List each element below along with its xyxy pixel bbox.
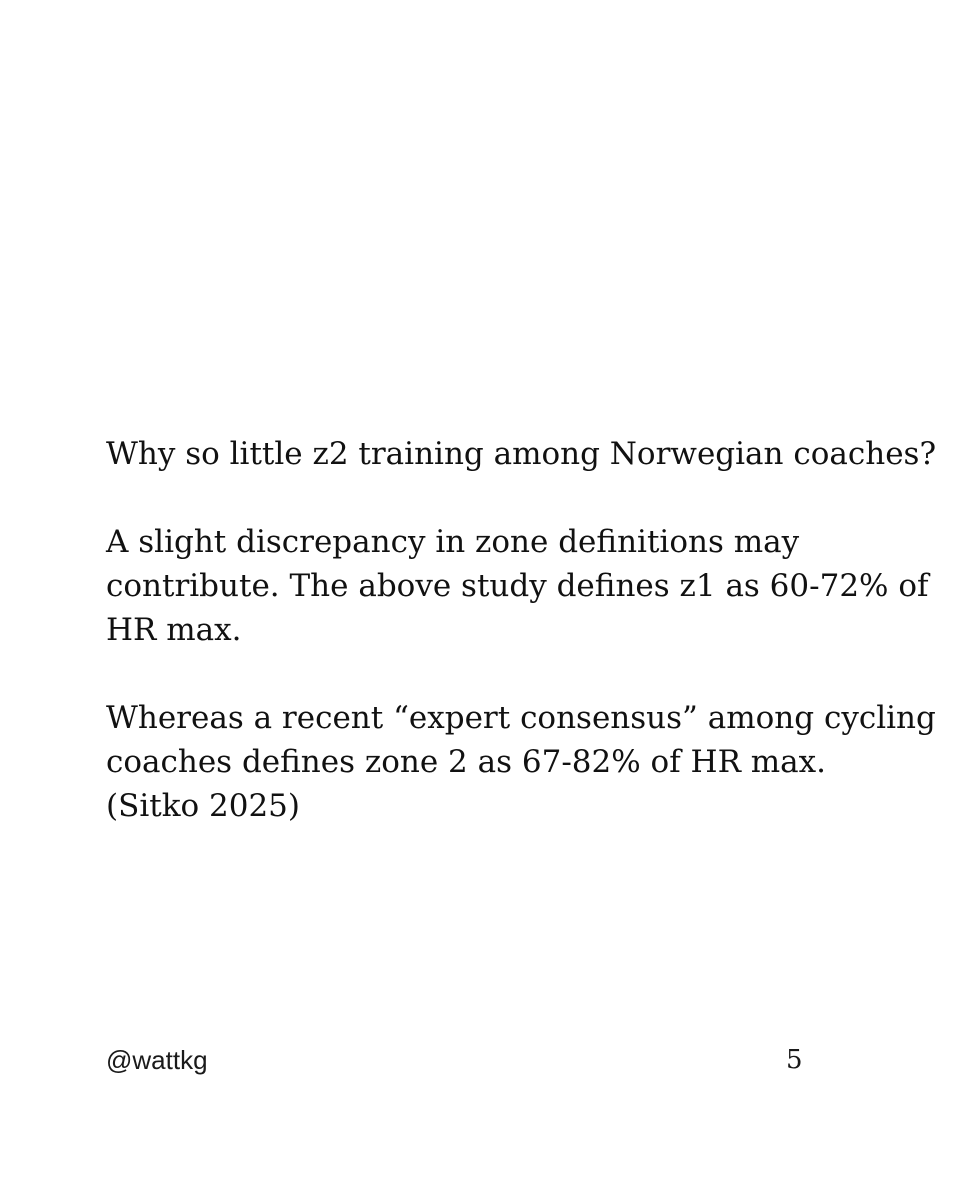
paragraph-expert-consensus xyxy=(106,696,936,828)
question-text: Why so little z2 training among Norwegian coaches? xyxy=(106,436,937,472)
paragraph-line: A slight discrepancy in zone definitions may xyxy=(106,524,800,560)
question-heading xyxy=(106,432,937,476)
paragraph-zone-discrepancy xyxy=(106,520,929,652)
citation: (Sitko 2025) xyxy=(106,788,300,824)
paragraph-line: Whereas a recent “expert consensus” among cycling xyxy=(106,700,936,736)
page-number: 5 xyxy=(786,1045,803,1075)
paragraph-line: contribute. The above study defines z1 as 60-72% of xyxy=(106,568,929,604)
paragraph-line: coaches defines zone 2 as 67-82% of HR max. xyxy=(106,744,826,780)
slide-body xyxy=(106,432,937,872)
author-handle: @wattkg xyxy=(106,1045,208,1075)
paragraph-line: HR max. xyxy=(106,612,242,648)
